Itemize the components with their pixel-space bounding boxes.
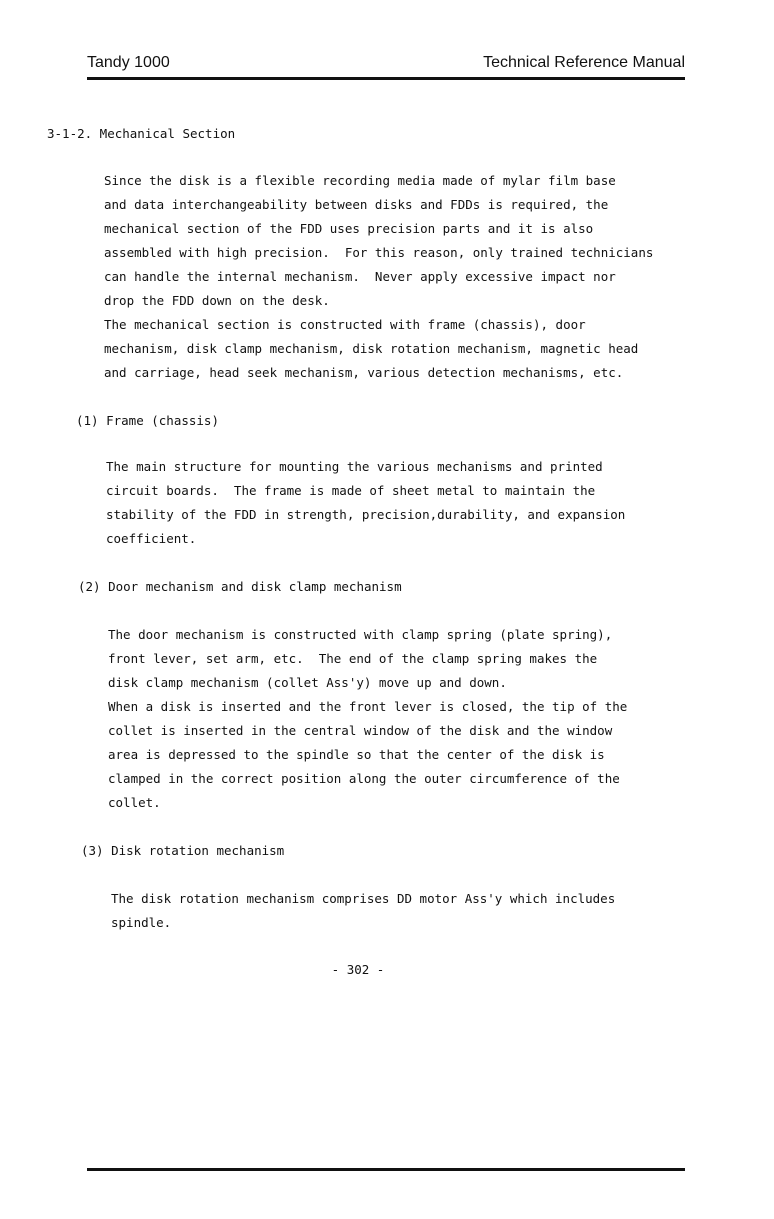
text-line: circuit boards. The frame is made of sheet metal to maintain the <box>106 483 596 498</box>
text-line: Since the disk is a flexible recording media made of mylar film base <box>104 173 616 188</box>
text-line: area is depressed to the spindle so that the center of the disk is <box>108 747 605 762</box>
text-line: coefficient. <box>106 531 197 546</box>
section-title: 3-1-2. Mechanical Section <box>47 126 236 141</box>
text-line: collet is inserted in the central window of the disk and the window <box>108 723 613 738</box>
text-line: The mechanical section is constructed with frame (chassis), door <box>104 317 586 332</box>
text-line: stability of the FDD in strength, precision,durability, and expansion <box>106 507 626 522</box>
text-line: spindle. <box>111 915 172 930</box>
rotation-paragraph <box>111 887 615 935</box>
text-line: The door mechanism is constructed with clamp spring (plate spring), <box>108 627 613 642</box>
subsection-heading-door: (2) Door mechanism and disk clamp mechanism <box>78 579 402 594</box>
text-line: assembled with high precision. For this reason, only trained technicians <box>104 245 654 260</box>
text-line: drop the FDD down on the desk. <box>104 293 330 308</box>
header-rule <box>87 77 685 80</box>
subsection-heading-rotation: (3) Disk rotation mechanism <box>81 843 285 858</box>
text-line: and carriage, head seek mechanism, various detection mechanisms, etc. <box>104 365 624 380</box>
door-paragraph <box>108 623 627 815</box>
text-line: mechanism, disk clamp mechanism, disk rotation mechanism, magnetic head <box>104 341 639 356</box>
text-line: front lever, set arm, etc. The end of the clamp spring makes the <box>108 651 598 666</box>
text-line: When a disk is inserted and the front lever is closed, the tip of the <box>108 699 628 714</box>
running-header-manual: Technical Reference Manual <box>483 54 685 71</box>
intro-paragraph <box>104 169 653 385</box>
footer-rule <box>87 1168 685 1171</box>
page-number: - 302 - <box>331 962 385 977</box>
text-line: clamped in the correct position along the outer circumference of the <box>108 771 620 786</box>
frame-paragraph <box>106 455 625 551</box>
text-line: disk clamp mechanism (collet Ass'y) move up and down. <box>108 675 507 690</box>
subsection-heading-frame: (1) Frame (chassis) <box>76 413 219 428</box>
text-line: The disk rotation mechanism comprises DD motor Ass'y which includes <box>111 891 616 906</box>
text-line: collet. <box>108 795 161 810</box>
text-line: mechanical section of the FDD uses precision parts and it is also <box>104 221 594 236</box>
text-line: The main structure for mounting the various mechanisms and printed <box>106 459 603 474</box>
text-line: can handle the internal mechanism. Never apply excessive impact nor <box>104 269 616 284</box>
text-line: and data interchangeability between disks and FDDs is required, the <box>104 197 609 212</box>
running-header-title: Tandy 1000 <box>87 54 170 71</box>
